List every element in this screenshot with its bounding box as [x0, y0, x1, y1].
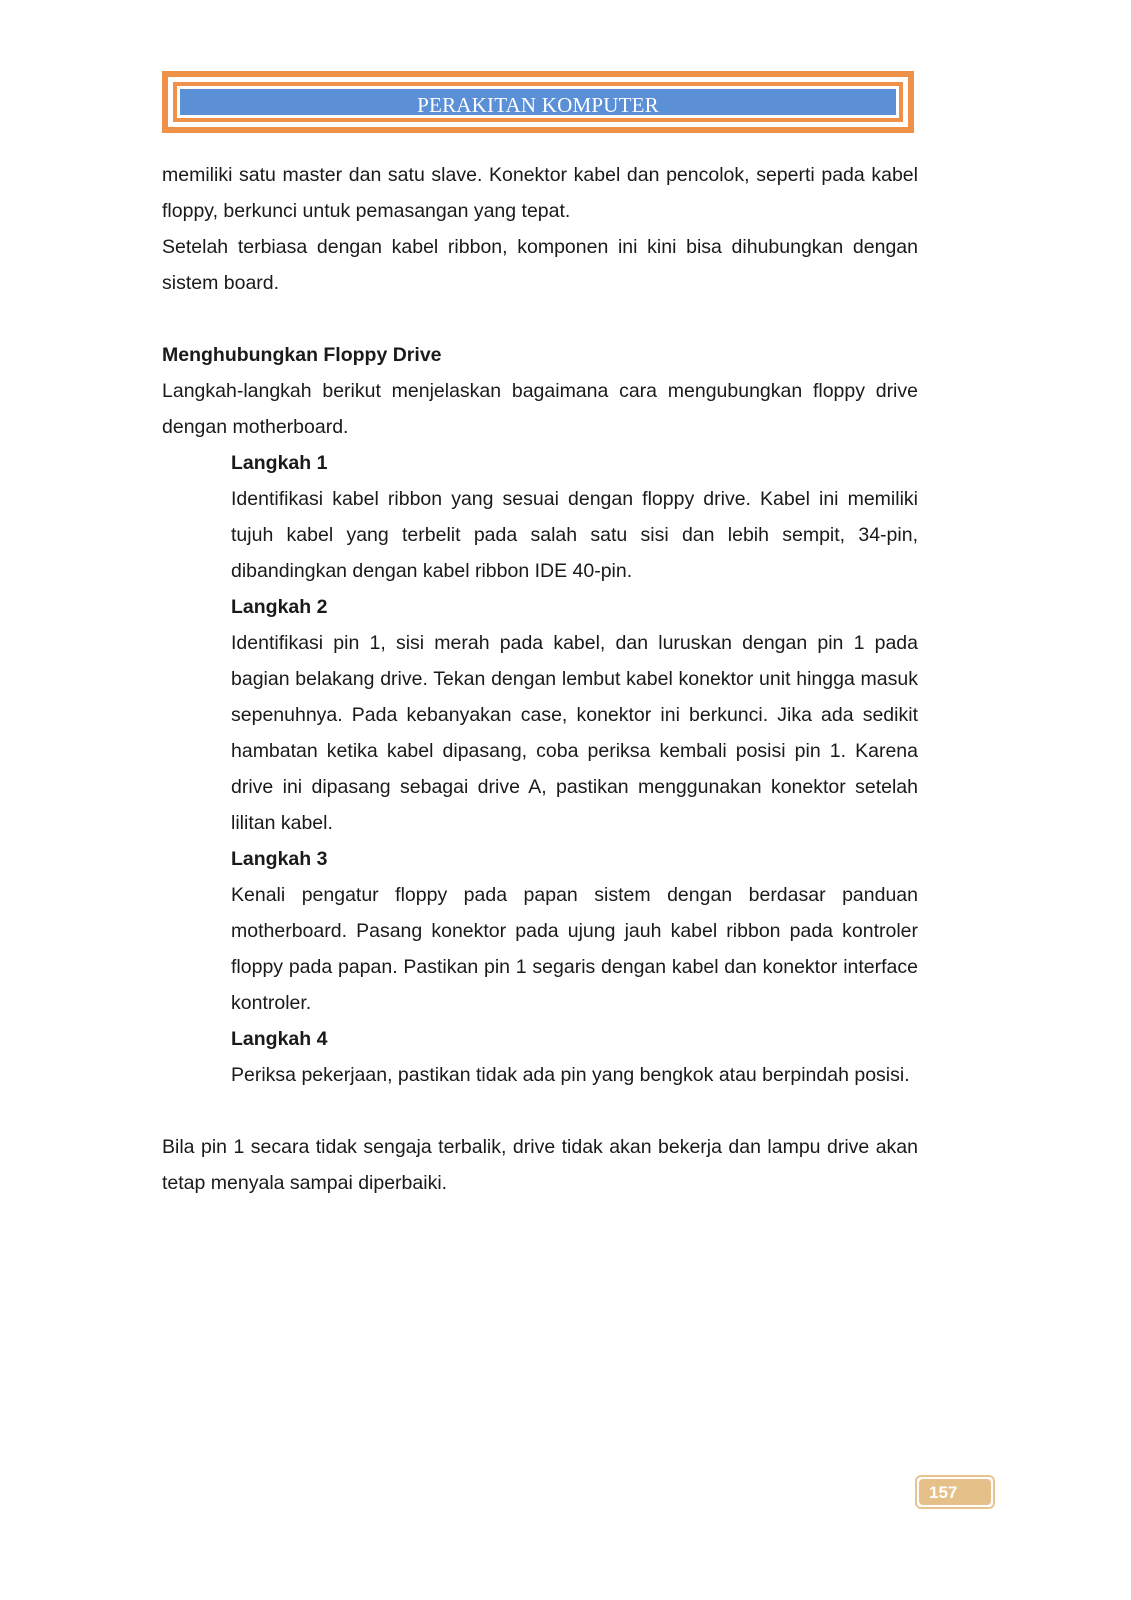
step-3: [231, 841, 918, 1021]
page-number: 157: [929, 1482, 958, 1502]
page-content: [162, 157, 918, 1201]
step-title: Langkah 2: [231, 596, 328, 618]
intro-paragraph-1: memiliki satu master dan satu slave. Konektor kabel dan pencolok, seperti pada kabel floppy, berkunci untuk pemasangan yang tepat.: [162, 164, 918, 222]
step-2: [231, 589, 918, 841]
page-header-inner-border: [173, 82, 903, 122]
header-title: PERAKITAN KOMPUTER: [417, 93, 659, 117]
page-number-badge: [915, 1475, 995, 1509]
intro-paragraph-2: Setelah terbiasa dengan kabel ribbon, komponen ini kini bisa dihubungkan dengan sistem board.: [162, 236, 918, 294]
step-title: Langkah 1: [231, 452, 328, 474]
page-header-bar: [180, 89, 896, 115]
spacer: [162, 1093, 918, 1129]
step-text: Kenali pengatur floppy pada papan sistem dengan berdasar panduan motherboard. Pasang konektor pada ujung jauh kabel ribbon pada kontroler floppy pada papan. Pastikan pin 1 segaris dengan kabel dan konektor interface kontroler.: [231, 884, 918, 1014]
step-text: Identifikasi kabel ribbon yang sesuai dengan floppy drive. Kabel ini memiliki tujuh kabel yang terbelit pada salah satu sisi dan lebih sempit, 34-pin, dibandingkan dengan kabel ribbon IDE 40-pin.: [231, 488, 918, 582]
step-text: Identifikasi pin 1, sisi merah pada kabel, dan luruskan dengan pin 1 pada bagian belakang drive. Tekan dengan lembut kabel konektor unit hingga masuk sepenuhnya. Pada kebanyakan case, konektor ini berkunci. Jika ada sedikit hambatan ketika kabel dipasang, coba periksa kembali posisi pin 1. Karena drive ini dipasang sebagai drive A, pastikan menggunakan konektor setelah lilitan kabel.: [231, 632, 918, 834]
step-text: Periksa pekerjaan, pastikan tidak ada pin yang bengkok atau berpindah posisi.: [231, 1064, 910, 1086]
step-4: [231, 1021, 918, 1093]
step-title: Langkah 4: [231, 1028, 328, 1050]
page-number-badge-fill: [919, 1479, 991, 1505]
step-title: Langkah 3: [231, 848, 328, 870]
section-intro: Langkah-langkah berikut menjelaskan bagaimana cara mengubungkan floppy drive dengan motherboard.: [162, 380, 918, 438]
closing-paragraph: Bila pin 1 secara tidak sengaja terbalik, drive tidak akan bekerja dan lampu drive akan tetap menyala sampai diperbaiki.: [162, 1136, 918, 1194]
step-1: [231, 445, 918, 589]
page-header: [162, 71, 914, 133]
spacer: [162, 301, 918, 337]
section-heading: Menghubungkan Floppy Drive: [162, 344, 442, 366]
steps-list: [231, 445, 918, 1093]
